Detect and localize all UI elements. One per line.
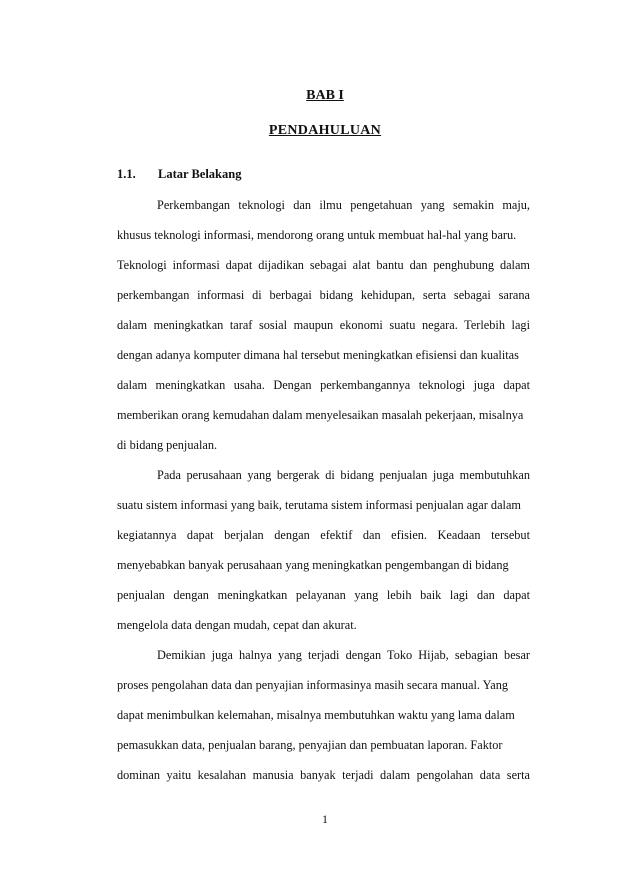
- paragraph-2-line: suatu sistem informasi yang baik, terutama sistem informasi penjualan agar dalam: [117, 498, 521, 512]
- paragraph-1-line: Teknologi informasi dapat dijadikan sebagai alat bantu dan penghubung dalam: [117, 258, 530, 272]
- paragraph-1-line: dalam meningkatkan taraf sosial maupun ekonomi suatu negara. Terlebih lagi: [117, 318, 530, 332]
- section-number: 1.1.: [117, 167, 136, 181]
- paragraph-2-line: Pada perusahaan yang bergerak di bidang penjualan juga membutuhkan: [157, 468, 530, 482]
- paragraph-3-line: dapat menimbulkan kelemahan, misalnya membutuhkan waktu yang lama dalam: [117, 708, 515, 722]
- paragraph-2-line: mengelola data dengan mudah, cepat dan akurat.: [117, 618, 357, 632]
- section-heading: [117, 167, 241, 182]
- chapter-number: BAB I: [306, 88, 344, 103]
- paragraph-1-line: memberikan orang kemudahan dalam menyelesaikan masalah pekerjaan, misalnya: [117, 408, 524, 422]
- paragraph-3-line: pemasukkan data, penjualan barang, penyajian dan pembuatan laporan. Faktor: [117, 738, 503, 752]
- paragraph-1-line: Perkembangan teknologi dan ilmu pengetahuan yang semakin maju,: [157, 198, 530, 212]
- paragraph-1-line: perkembangan informasi di berbagai bidang kehidupan, serta sebagai sarana: [117, 288, 530, 302]
- section-title: Latar Belakang: [158, 167, 242, 181]
- paragraph-2-line: penjualan dengan meningkatkan pelayanan yang lebih baik lagi dan dapat: [117, 588, 530, 602]
- page-number: 1: [322, 812, 328, 826]
- paragraph-1-line: di bidang penjualan.: [117, 438, 218, 452]
- paragraph-2-line: menyebabkan banyak perusahaan yang meningkatkan pengembangan di bidang: [117, 558, 509, 572]
- paragraph-3-line: proses pengolahan data dan penyajian informasinya masih secara manual. Yang: [117, 678, 508, 692]
- paragraph-1-line: khusus teknologi informasi, mendorong orang untuk membuat hal-hal yang baru.: [117, 228, 517, 242]
- paragraph-3-line: Demikian juga halnya yang terjadi dengan Toko Hijab, sebagian besar: [157, 648, 530, 662]
- paragraph-3-line: dominan yaitu kesalahan manusia banyak terjadi dalam pengolahan data serta: [117, 768, 530, 782]
- paragraph-2-line: kegiatannya dapat berjalan dengan efektif dan efisien. Keadaan tersebut: [117, 528, 530, 542]
- paragraph-1-line: dengan adanya komputer dimana hal tersebut meningkatkan efisiensi dan kualitas: [117, 348, 519, 362]
- chapter-title: PENDAHULUAN: [268, 123, 382, 138]
- paragraph-1-line: dalam meningkatkan usaha. Dengan perkembangannya teknologi juga dapat: [117, 378, 530, 392]
